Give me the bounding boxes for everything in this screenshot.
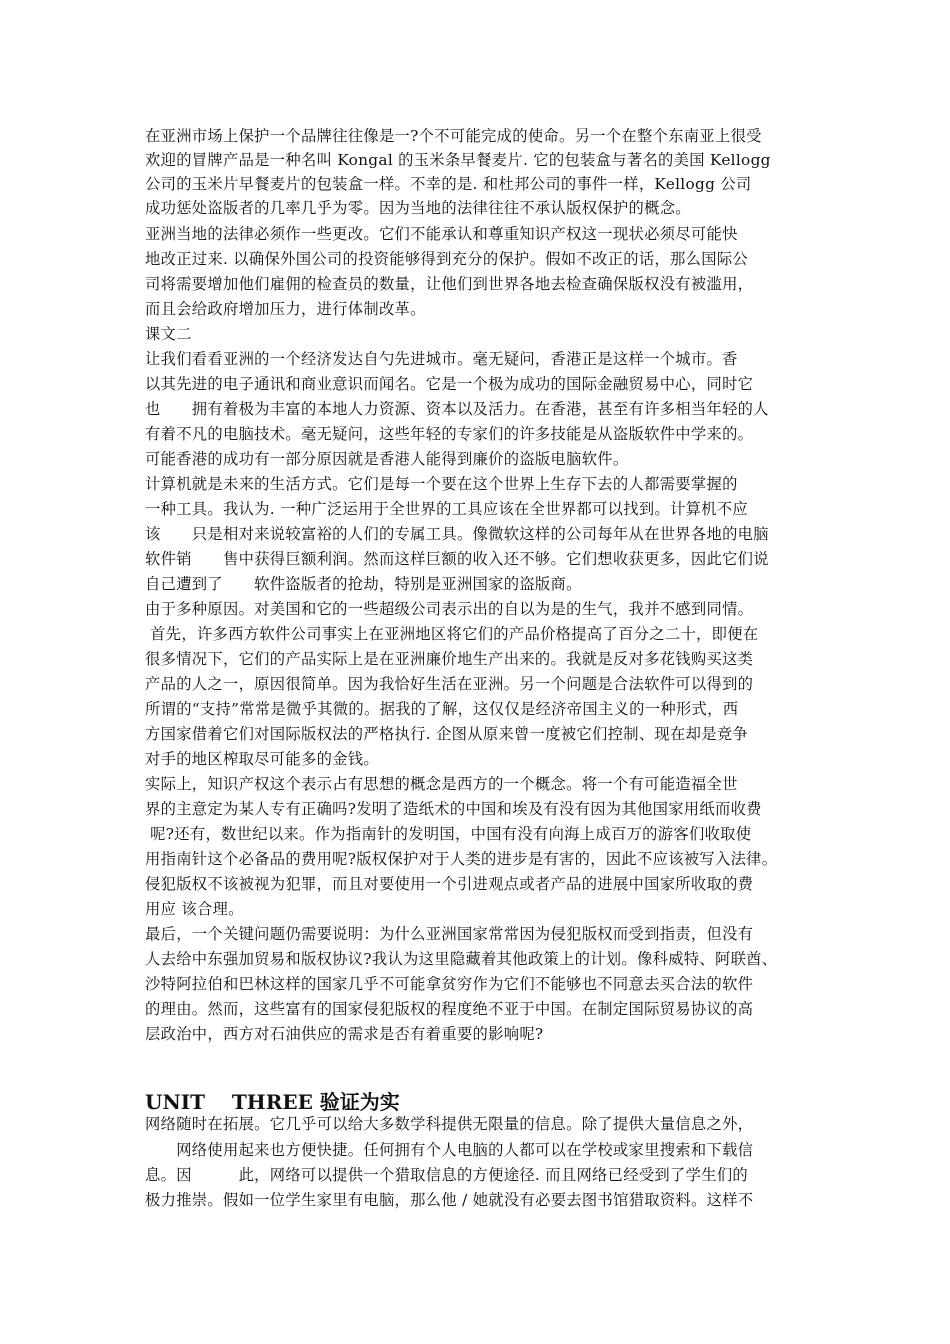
text-line: 欢迎的冒牌产品是一种名叫 Kongal 的玉米条早餐麦片. 它的包装盒与著名的美国 Kellogg — [145, 151, 771, 169]
text-line: 侵犯版权不该被视为犯罪，而且对要使用一个引进观点或者产品的进展中国家所收取的费 — [145, 875, 754, 893]
text-line: 有着不凡的电脑技术。毫无疑问，这些年轻的专家们的许多技能是从盗版软件中学来的。 — [145, 425, 754, 443]
text-line: 对手的地区榨取尽可能多的金钱。 — [145, 750, 379, 768]
text-line: 的理由。然而，这些富有的国家侵犯版权的程度绝不亚于中国。在制定国际贸易协议的高 — [145, 1000, 754, 1018]
text-line: 该 只是相对来说较富裕的人们的专属工具。像微软这样的公司每年从在世界各地的电脑 — [145, 525, 769, 543]
text-line: 以其先进的电子通讯和商业意识而闻名。它是一个极为成功的国际金融贸易中心，同时它 — [145, 375, 754, 393]
text-line: 很多情况下，它们的产品实际上是在亚洲廉价地生产出来的。我就是反对多花钱购买这类 — [145, 650, 754, 668]
text-line: 极力推崇。假如一位学生家里有电脑，那么他 / 她就没有必要去图书馆猎取资料。这样不 — [145, 1191, 754, 1209]
text-line: 产品的人之一，原因很简单。因为我恰好生活在亚洲。另一个问题是合法软件可以得到的 — [145, 675, 754, 693]
text-line: 用指南针这个必备品的费用呢?版权保护对于人类的进步是有害的，因此不应该被写入法律。 — [145, 850, 778, 868]
text-line: 首先，许多西方软件公司事实上在亚洲地区将它们的产品价格提高了百分之二十，即便在 — [145, 625, 759, 643]
text-line: 让我们看看亚洲的一个经济发达自勺先进城市。毫无疑问，香港正是这样一个城市。香 — [145, 350, 738, 368]
text-line: 息。因 此，网络可以提供一个猎取信息的方便途径. 而且网络已经受到了学生们的 — [145, 1166, 749, 1184]
text-line: 软件销 售中获得巨额利润。然而这样巨额的收入还不够。它们想收获更多，因此它们说 — [145, 550, 769, 568]
text-line: 所谓的“支持”常常是微乎其微的。据我的了解，这仅仅是经济帝国主义的一种形式，西 — [145, 700, 739, 718]
text-line: 界的主意定为某人专有正确吗?发明了造纸术的中国和埃及有没有因为其他国家用纸而收费 — [145, 800, 762, 818]
text-line: 由于多种原因。对美国和它的一些超级公司表示出的自以为是的生气，我并不感到同情。 — [145, 600, 754, 618]
text-line: 网络使用起来也方便快捷。任何拥有个人电脑的人都可以在学校或家里搜索和下载信 — [145, 1141, 754, 1159]
text-line: 地改正过来. 以确保外国公司的投资能够得到充分的保护。假如不改正的话，那么国际公 — [145, 250, 749, 268]
text-line: 网络随时在拓展。它几乎可以给大多数学科提供无限量的信息。除了提供大量信息之外， — [145, 1115, 754, 1133]
text-line: 计算机就是未来的生活方式。它们是每一个要在这个世界上生存下去的人都需要掌握的 — [145, 475, 738, 493]
text-line: 在亚洲市场上保护一个品牌往往像是一?个不可能完成的使命。另一个在整个东南亚上很受 — [145, 127, 762, 145]
text-line: 人去给中东强加贸易和版权协议?我认为这里隐藏着其他政策上的计划。像科威特、阿联酋、 — [145, 950, 778, 968]
text-line: 实际上，知识产权这个表示占有思想的概念是西方的一个概念。将一个有可能造福全世 — [145, 775, 738, 793]
text-line: 最后，一个关键问题仍需要说明：为什么亚洲国家常常因为侵犯版权而受到指责，但没有 — [145, 925, 754, 943]
text-line: 用应 该合理。 — [145, 900, 244, 918]
text-line: 层政治中，西方对石油供应的需求是否有着重要的影响呢? — [145, 1025, 544, 1043]
text-line: 亚洲当地的法律必须作一些更改。它们不能承认和尊重知识产权这一现状必须尽可能快 — [145, 225, 738, 243]
text-line: 公司的玉米片早餐麦片的包装盒一样。不幸的是. 和杜邦公司的事件一样，Kellogg 公司 — [145, 175, 752, 193]
text-line: 成功惩处盗版者的几率几乎为零。因为当地的法律往往不承认版权保护的概念。 — [145, 199, 691, 217]
unit-heading: UNIT THREE 验证为实 — [145, 1090, 400, 1114]
text-line: 可能香港的成功有一部分原因就是香港人能得到廉价的盗版电脑软件。 — [145, 450, 629, 468]
text-line: 自己遭到了 软件盗版者的抢劫，特别是亚洲国家的盗版商。 — [145, 575, 582, 593]
section-label: 课文二 — [145, 325, 192, 343]
text-line: 沙特阿拉伯和巴林这样的国家几乎不可能拿贫穷作为它们不能够也不同意去买合法的软件 — [145, 975, 754, 993]
text-line: 司将需要增加他们雇佣的检查员的数量，让他们到世界各地去检查确保版权没有被滥用， — [145, 275, 754, 293]
text-line: 而且会给政府增加压力，进行体制改革。 — [145, 300, 426, 318]
text-line: 也 拥有着极为丰富的本地人力资源、资本以及活力。在香港，甚至有许多相当年轻的人 — [145, 400, 769, 418]
text-line: 方国家借着它们对国际版权法的严格执行. 企图从原来曾一度被它们控制、现在却是竞争 — [145, 725, 749, 743]
text-line: 呢?还有，数世纪以来。作为指南针的发明国，中国有没有向海上成百万的游客们收取使 — [145, 825, 752, 843]
text-line: 一种工具。我认为. 一种广泛运用于全世界的工具应该在全世界都可以找到。计算机不应 — [145, 500, 749, 518]
